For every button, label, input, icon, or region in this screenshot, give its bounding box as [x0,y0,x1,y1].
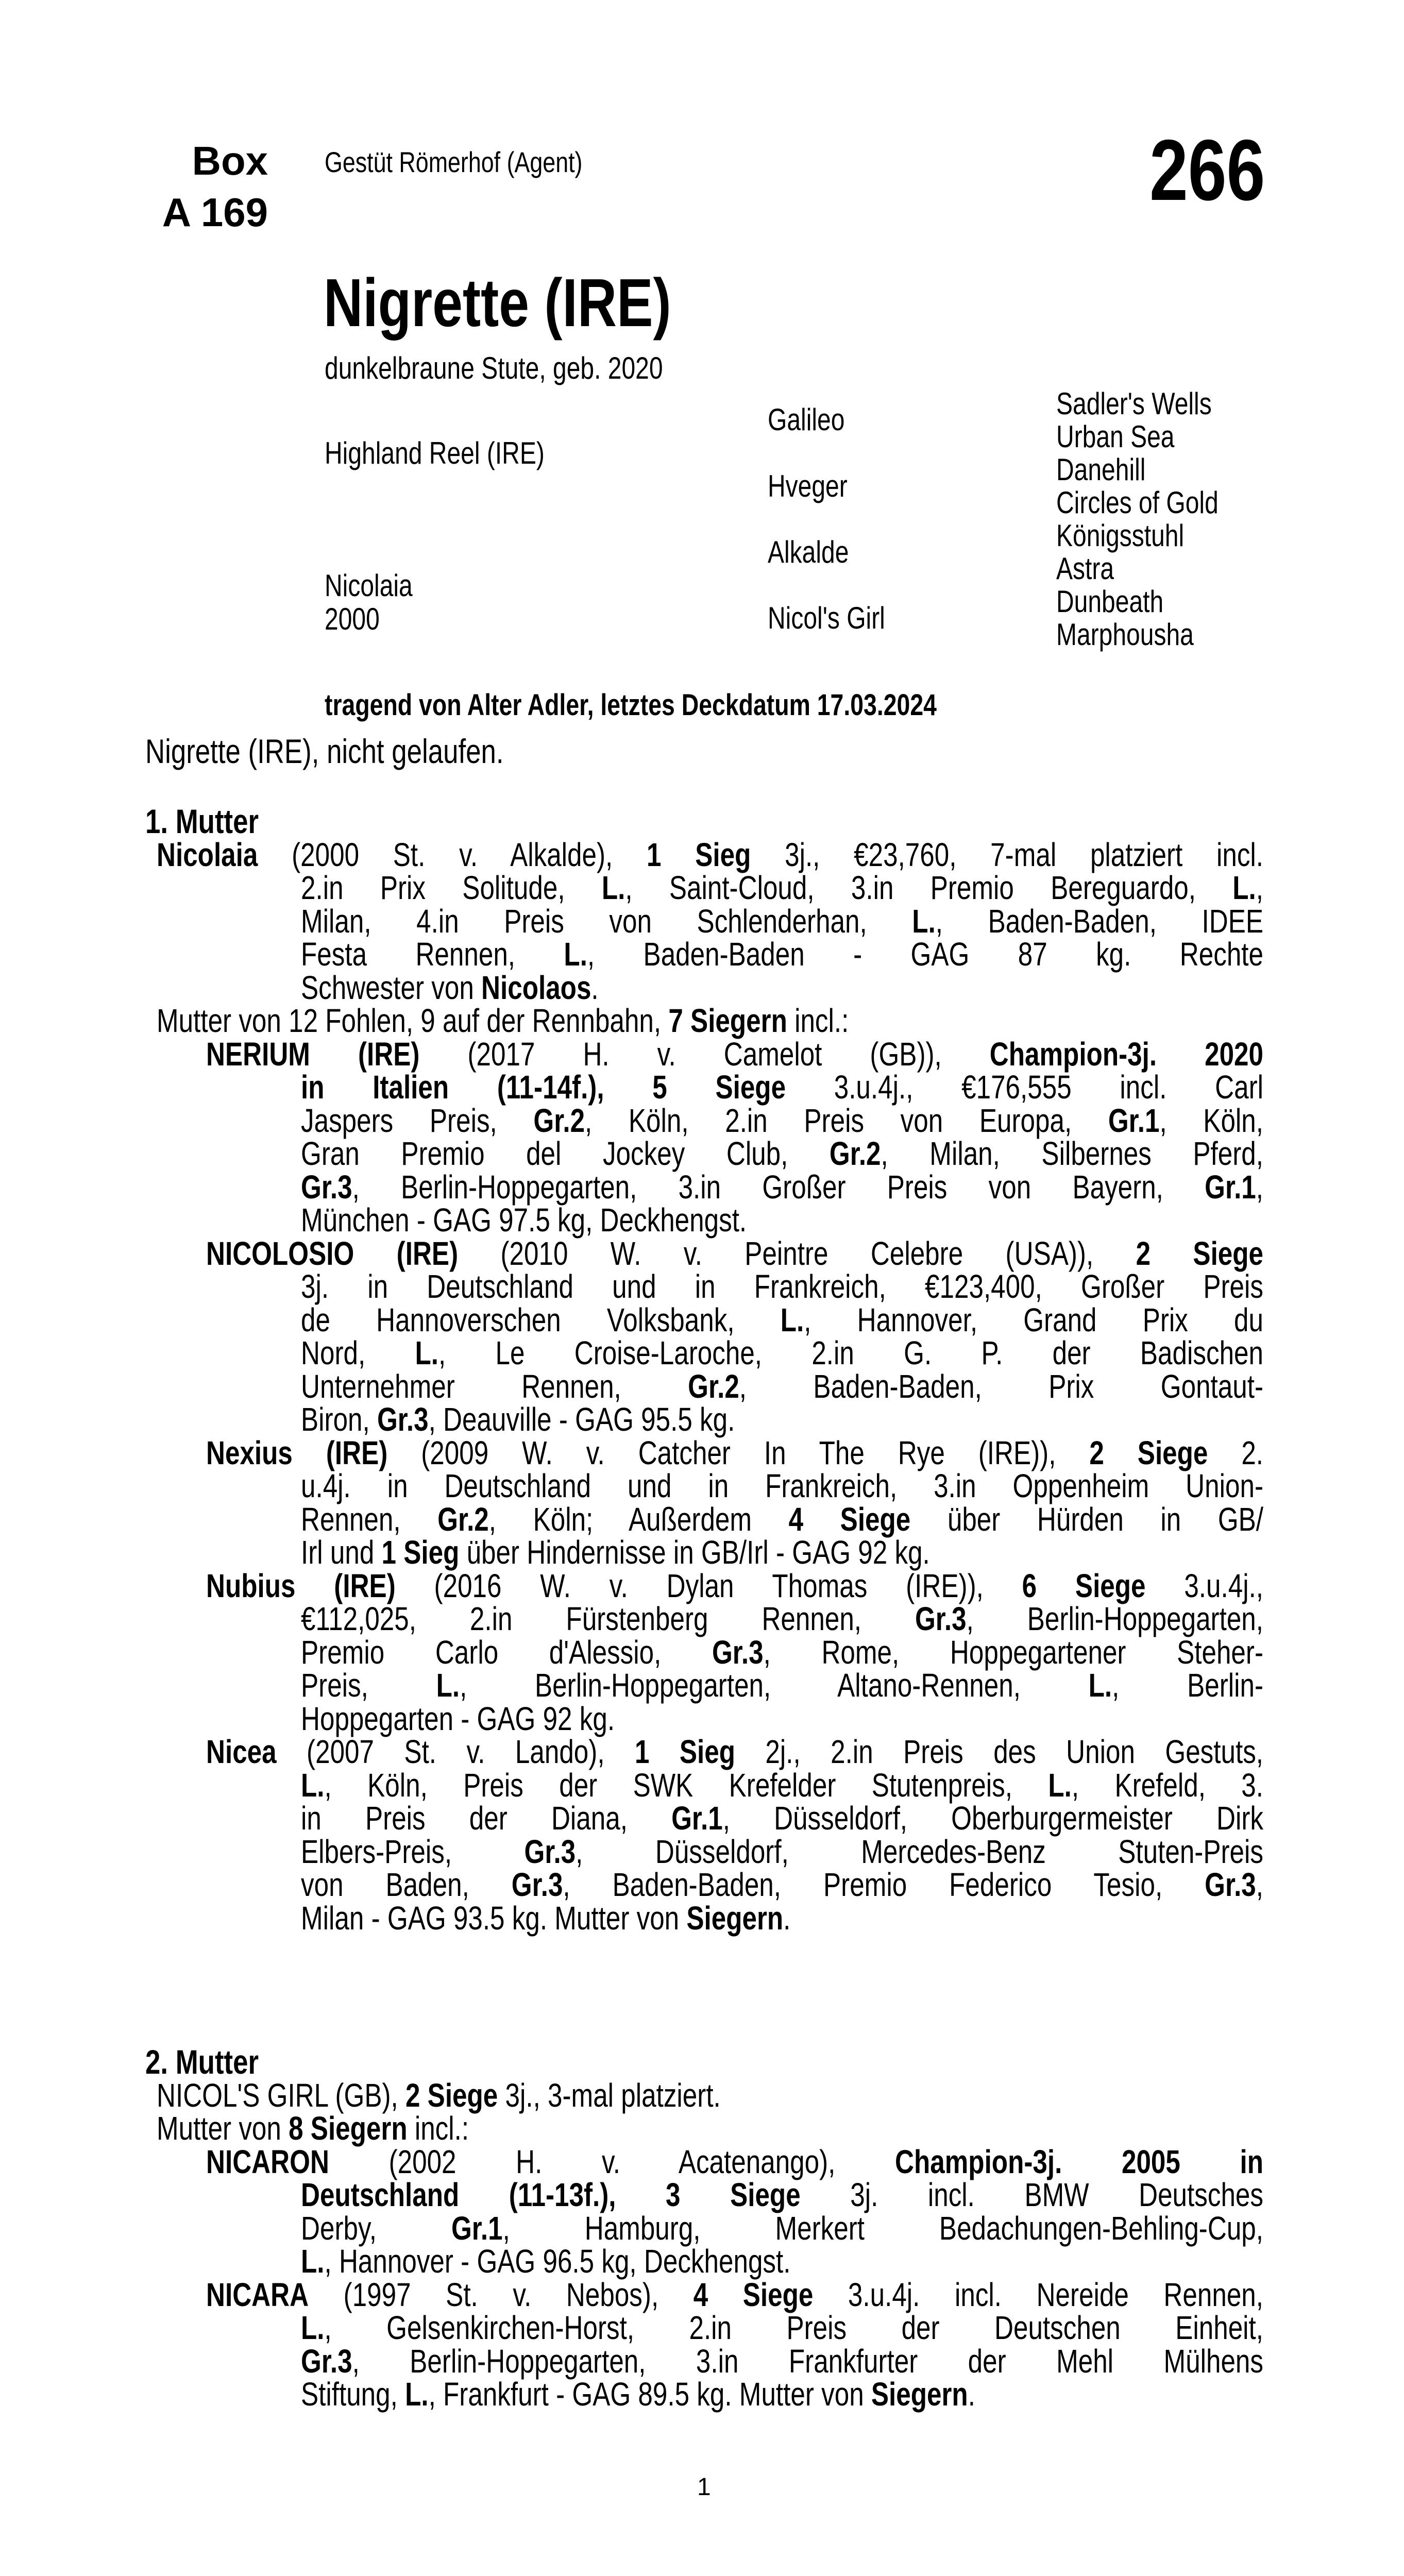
text-line [145,838,1263,872]
text-run: (2016 W. v. Dylan Thomas (IRE)), [395,1567,1022,1604]
page-number: 1 [697,2473,711,2501]
bold-run: Nicolaos [481,969,591,1006]
pedigree-great-grandparent-text: Sadler's Wells [1056,386,1212,421]
bold-run: 7 Siegern [668,1002,787,1039]
text-line-content [301,2378,975,2411]
bold-run: Champion-3j. 2020 [989,1035,1264,1073]
text-run: Hoppegarten - GAG 92 kg. [301,1700,615,1737]
text-line-content [301,2311,1263,2345]
bold-run: L. [301,2243,325,2280]
text-line [145,2245,1263,2278]
bold-run: L. [301,1766,325,1804]
text-line [145,1669,1263,1702]
text-line-content [301,1071,1263,1104]
text-run: Nord, [301,1334,415,1371]
text-line [145,1766,1264,1804]
text-line [145,1536,1263,1569]
pedigree-great-grandparent [1056,552,1128,585]
text-run: von Baden, [301,1866,512,1903]
text-line-content [301,1336,1263,1370]
text-run: , Deauville - GAG 95.5 kg. [428,1401,735,1438]
text-line-content [206,2145,1263,2179]
text-line-content [301,1469,1263,1503]
text-run: , Köln, Preis der SWK Krefelder Stutenpreis, [324,1766,1048,1804]
bold-run: L. [1048,1766,1072,1804]
horse-description-text: dunkelbraune Stute, geb. 2020 [325,351,663,385]
text-line [145,1035,1264,1073]
pedigree-great-grandparent-text: Marphousha [1056,617,1194,652]
bold-run: Gr.3 [377,1401,429,1438]
text-line-content [301,2245,790,2278]
text-line-content [157,838,1263,872]
pedigree-dam-dam [768,602,915,635]
text-line [145,1071,1263,1104]
offspring-list [145,1035,1264,1937]
text-run: , Hannover - GAG 96.5 kg, Deckhengst. [324,2243,791,2280]
text-run: , [1256,1168,1263,1206]
text-line-content [301,1403,735,1436]
text-run: Stiftung, [301,2376,405,2413]
bold-run: Deutschland (11-13f.), 3 Siege [301,2176,801,2213]
text-line [145,1569,1263,1603]
bold-run: 4 Siege [788,1500,911,1538]
race-record [145,732,593,771]
text-run: , Berlin-Hoppegarten, 3.in Großer Preis von Bayern, [352,1168,1205,1206]
text-line [145,1004,1263,1038]
text-run: über Hürden in GB/ [910,1500,1264,1538]
pedigree-great-grandparent [1056,453,1168,486]
text-run: , Köln, [1159,1101,1264,1139]
text-run: , Berlin-Hoppegarten, [966,1600,1264,1637]
text-run: Elbers-Preis, [301,1833,525,1870]
text-line [145,971,1263,1005]
bold-run: 2 Siege [405,2076,498,2114]
text-line [145,2076,1263,2114]
bold-run: Gr.2 [533,1101,585,1139]
text-line-content [301,1201,747,1239]
offspring-entry [145,1436,1263,1569]
text-line-content [301,1602,1263,1636]
bold-run: 4 Siege [693,2276,814,2313]
text-run: 2.in Prix Solitude, [301,869,602,906]
text-run: Unternehmer Rennen, [301,1367,688,1405]
text-line [145,1234,1264,1272]
box-location [162,135,268,238]
text-run: , Köln, 2.in Preis von Europa, [585,1101,1108,1139]
bold-run: Champion-3j. 2005 in [895,2143,1264,2180]
bold-run: Gr.1 [1205,1168,1256,1206]
text-line [145,2311,1263,2345]
text-line-content [206,1436,1263,1470]
bold-run: NICARA [206,2276,309,2313]
text-line [145,1436,1263,1470]
text-line-content [206,2278,1263,2312]
text-line [145,871,1263,905]
text-run: de Hannoverschen Volksbank, [301,1301,781,1338]
bold-run: L. [1088,1667,1112,1704]
text-line [145,1270,1263,1303]
text-line [145,902,1264,940]
text-line [145,2209,1263,2247]
text-run: über Hindernisse in GB/Irl - GAG 92 kg. [459,1534,930,1571]
text-run: Preis, [301,1667,436,1704]
text-line-content [301,1702,615,1736]
text-run: Mutter von [157,2110,289,2147]
second-dam-section [145,2045,1263,2411]
text-line-content [301,1802,1263,1835]
bold-run: 6 Siege [1022,1567,1146,1604]
text-run: NICOL'S GIRL (GB), [157,2076,405,2114]
text-line [145,1201,1263,1239]
pedigree-dam-sire-text: Alkalde [768,535,849,569]
text-line [145,1802,1263,1835]
bold-run: Gr.3 [511,1866,563,1903]
text-run: Schwester von [301,969,482,1006]
dam-entry [145,2076,1263,2114]
horse-name [324,264,758,342]
text-line-content [301,1101,1264,1139]
text-run: , Rome, Hoppegartener Steher- [763,1633,1263,1671]
bold-run: Nexius (IRE) [206,1434,388,1471]
text-run: , Saint-Cloud, 3.in Premio Bereguardo, [625,869,1233,906]
pedigree-dam [325,569,434,602]
bold-run: Gr.2 [437,1500,489,1538]
text-run: (2002 H. v. Acatenango), [329,2143,895,2180]
bold-run: Gr.3 [301,1168,352,1206]
bold-run: Gr.1 [1108,1101,1160,1139]
text-line [145,938,1263,971]
text-line-content [301,1899,791,1937]
text-line-content [301,1303,1263,1337]
offspring-entry [145,1234,1264,1438]
pedigree-great-grandparent-text: Urban Sea [1056,419,1175,454]
text-run: Milan, 4.in Preis von Schlenderhan, [301,902,912,940]
pedigree-great-grandparent-text: Königsstuhl [1056,518,1185,553]
text-run: , Düsseldorf, Oberburgermeister Dirk [722,1800,1264,1837]
text-line-content [206,1234,1264,1272]
bold-run: Gr.3 [524,1833,576,1870]
offspring-entry [145,2278,1263,2411]
pedigree-great-grandparent [1056,618,1228,651]
text-line [145,1868,1263,1902]
text-line [145,1500,1264,1538]
text-line-content [301,1367,1263,1405]
section-title [145,802,1263,840]
text-run: incl.: [407,2110,469,2147]
text-run: . [968,2376,975,2413]
text-line [145,1367,1263,1405]
offspring-entry [145,1735,1263,1935]
offspring-entry [145,1035,1264,1239]
bold-run: 1 Sieg [381,1534,460,1571]
text-line-content [157,1004,849,1038]
bold-run: L. [415,1334,438,1371]
text-line [145,1403,1263,1436]
text-line [145,1602,1263,1636]
text-line [145,1303,1263,1337]
bold-run: Siegern [686,1899,784,1937]
pedigree-great-grandparent [1056,519,1216,552]
text-line-content [301,1633,1263,1671]
text-run: , Baden-Baden, IDEE [935,902,1264,940]
text-line [145,2278,1263,2312]
text-line-content [206,1735,1263,1769]
text-run: Mutter von 12 Fohlen, 9 auf der Rennbahn, [157,1002,669,1039]
text-run: 3j., €23,760, 7-mal platziert incl. [751,836,1264,873]
text-run: (2010 W. v. Peintre Celebre (USA)), [458,1234,1136,1272]
text-line [145,1835,1263,1869]
text-line [145,2178,1263,2212]
text-run: €112,025, 2.in Fürstenberg Rennen, [301,1600,915,1637]
text-run: u.4j. in Deutschland und in Frankreich, 3.in Oppenheim Union- [301,1467,1263,1504]
pedigree-sire-sire-text: Galileo [768,402,845,437]
dam-entry [145,838,1263,1005]
text-run: Biron, [301,1401,377,1438]
text-line-content [301,1766,1264,1804]
text-line-content [301,1868,1263,1902]
text-run: , Hannover, Grand Prix du [804,1301,1264,1338]
text-run: , Krefeld, 3. [1071,1766,1264,1804]
bold-run: NICARON [206,2143,329,2180]
pedigree-great-grandparent [1056,585,1190,618]
text-line [145,2378,1263,2411]
text-run: , Berlin- [1112,1667,1264,1704]
text-run: , [1256,869,1263,906]
text-line [145,1899,1263,1937]
horse-description [325,350,748,386]
text-line-content [301,1835,1263,1869]
text-run: Irl und [301,1534,382,1571]
produce-summary [145,1004,1263,1038]
bold-run: L. [1232,869,1256,906]
text-run: (2000 St. v. Alkalde), [258,836,647,873]
text-run: , Köln; Außerdem [488,1500,789,1538]
text-line-content [301,871,1263,905]
text-run: , Baden-Baden, Prix Gontaut- [739,1367,1263,1405]
text-run: in Preis der Diana, [301,1800,672,1837]
produce-summary [145,2112,1263,2145]
pedigree-sire-dam-text: Hveger [768,469,848,503]
text-line [145,1702,1263,1736]
text-line [145,1168,1263,1206]
text-line-content [157,2112,469,2145]
text-line [145,1469,1263,1503]
lot-number-text: 266 [1149,122,1265,218]
bold-run: 1 Sieg [647,836,751,873]
text-run: (2009 W. v. Catcher In The Rye (IRE)), [387,1434,1090,1471]
text-run: , Hamburg, Merkert Bedachungen-Behling-Cup, [502,2209,1263,2247]
text-run: (1997 St. v. Nebos), [309,2276,693,2313]
pedigree-great-grandparent [1056,420,1204,453]
bold-run: Gr.2 [829,1135,881,1172]
text-run: Gran Premio del Jockey Club, [301,1135,830,1172]
bold-run: 2 Siege [1136,1234,1264,1272]
offspring-entry [145,1569,1263,1736]
text-line-content [301,2178,1263,2212]
bold-run: in Italien (11-14f.), 5 Siege [301,1069,786,1106]
text-run: , Gelsenkirchen-Horst, 2.in Preis der Deutschen Einheit, [324,2309,1263,2346]
race-record-text: Nigrette (IRE), nicht gelaufen. [145,732,504,770]
text-line-content [301,2342,1263,2380]
seller-text: Gestüt Römerhof (Agent) [325,146,583,178]
bold-run: Siegern [871,2376,968,2413]
first-dam-section [145,802,1264,1937]
pedigree-great-grandparent-text: Danehill [1056,452,1146,487]
section-title-text: 2. Mutter [145,2043,259,2081]
text-line [145,2112,1263,2145]
text-run: 3j. in Deutschland und in Frankreich, €123,400, Großer Preis [301,1268,1263,1305]
bold-run: Gr.2 [688,1367,739,1405]
pedigree-dam-sire [768,536,869,569]
bold-run: L. [780,1301,804,1338]
text-line-content [301,1168,1263,1206]
text-line [145,1633,1263,1671]
text-run: 3j., 3-mal platziert. [498,2076,721,2114]
text-run: München - GAG 97.5 kg, Deckhengst. [301,1201,747,1239]
seller-name [325,145,647,179]
pedigree-dam-year-text: 2000 [325,602,380,636]
pedigree-great-grandparent [1056,486,1259,519]
bold-run: 2 Siege [1089,1434,1208,1471]
text-line-content [301,938,1263,971]
text-run: , Le Croise-Laroche, 2.in G. P. der Badischen [438,1334,1263,1371]
text-run: (2017 H. v. Camelot (GB)), [419,1035,990,1073]
offspring-list [145,2145,1263,2411]
text-line [145,1735,1263,1769]
text-line [145,2145,1263,2179]
horse-name-text: Nigrette (IRE) [324,265,671,341]
text-run: , Baden-Baden, Premio Federico Tesio, [563,1866,1205,1903]
text-run: (2007 St. v. Lando), [276,1733,635,1770]
text-run: , Frankfurt - GAG 89.5 kg. Mutter von [428,2376,871,2413]
text-run: . [783,1899,791,1937]
text-run: , Baden-Baden - GAG 87 kg. Rechte [587,936,1264,973]
bold-run: Gr.3 [915,1600,967,1637]
text-line-content [206,1569,1263,1603]
section-title [145,2045,1263,2079]
text-run: 2j., 2.in Preis des Union Gestuts, [735,1733,1264,1770]
pedigree-sire-text: Highland Reel (IRE) [325,436,545,470]
text-line [145,1101,1264,1139]
text-run: , Düsseldorf, Mercedes-Benz Stuten-Preis [576,1833,1264,1870]
pedigree-sire-sire [768,403,864,436]
text-line-content [301,1270,1263,1303]
text-line-content [301,902,1264,940]
lot-number [1121,124,1265,216]
text-line-content [301,2209,1263,2247]
bold-run: 8 Siegern [289,2110,408,2147]
bold-run: Gr.3 [1205,1866,1256,1903]
box-number: A 169 [162,190,268,235]
bold-run: L. [436,1667,460,1704]
pregnancy-note [325,688,1090,722]
text-run: 3.u.4j., €176,555 incl. Carl [786,1069,1263,1106]
pedigree-dam-dam-text: Nicol's Girl [768,601,885,635]
pedigree-great-grandparent [1056,387,1250,420]
bold-run: NICOLOSIO (IRE) [206,1234,459,1272]
text-run: , [1256,1866,1264,1903]
pedigree-dam-year [325,603,393,636]
box-label: Box [192,138,268,183]
text-line-content [206,1035,1264,1073]
text-run: Premio Carlo d'Alessio, [301,1633,712,1671]
text-run: Milan - GAG 93.5 kg. Mutter von [301,1899,687,1937]
bold-run: Nicolaia [157,836,258,873]
pedigree-dam-text: Nicolaia [325,568,413,603]
text-run: Jaspers Preis, [301,1101,534,1139]
text-run: 3.u.4j. incl. Nereide Rennen, [813,2276,1264,2313]
bold-run: 1 Sieg [634,1733,735,1770]
text-run: incl.: [787,1002,849,1039]
text-line-content [301,1137,1263,1171]
bold-run: Gr.3 [712,1633,764,1671]
text-run: , Berlin-Hoppegarten, Altano-Rennen, [460,1667,1089,1704]
bold-run: Gr.1 [451,2209,503,2247]
pregnancy-note-text: tragend von Alter Adler, letztes Deckdatum 17.03.2024 [325,688,937,722]
text-run: 2. [1208,1434,1264,1471]
text-line-content [157,2076,721,2114]
text-line-content [301,1500,1264,1538]
text-run: , Milan, Silbernes Pferd, [881,1135,1264,1172]
section-title-text: 1. Mutter [145,802,259,840]
text-line [145,1336,1263,1370]
pedigree-great-grandparent-text: Dunbeath [1056,584,1164,619]
bold-run: L. [912,902,936,940]
bold-run: Nicea [206,1733,277,1770]
bold-run: L. [564,936,587,973]
bold-run: NERIUM (IRE) [206,1035,420,1073]
bold-run: Gr.3 [301,2342,352,2380]
text-line-content [301,971,599,1005]
bold-run: L. [301,2309,325,2346]
pedigree-great-grandparent-text: Astra [1056,551,1114,586]
text-run: Rennen, [301,1500,438,1538]
pedigree-sire-dam [768,470,867,503]
text-line [145,1137,1263,1171]
text-run: 3.u.4j., [1145,1567,1264,1604]
text-run: 3j. incl. BMW Deutsches [800,2176,1264,2213]
bold-run: L. [601,869,625,906]
bold-run: Gr.1 [671,1800,723,1837]
text-line-content [301,1669,1263,1702]
text-run: , Berlin-Hoppegarten, 3.in Frankfurter der Mehl Mülhens [352,2342,1263,2380]
bold-run: Nubius (IRE) [206,1567,396,1604]
pedigree-great-grandparent-text: Circles of Gold [1056,485,1219,520]
text-run: . [591,969,599,1006]
bold-run: L. [405,2376,429,2413]
text-run: Festa Rennen, [301,936,564,973]
pedigree-sire [325,437,600,470]
text-line [145,2342,1263,2380]
text-line-content [301,1536,930,1569]
text-run: Derby, [301,2209,451,2247]
offspring-entry [145,2145,1263,2278]
